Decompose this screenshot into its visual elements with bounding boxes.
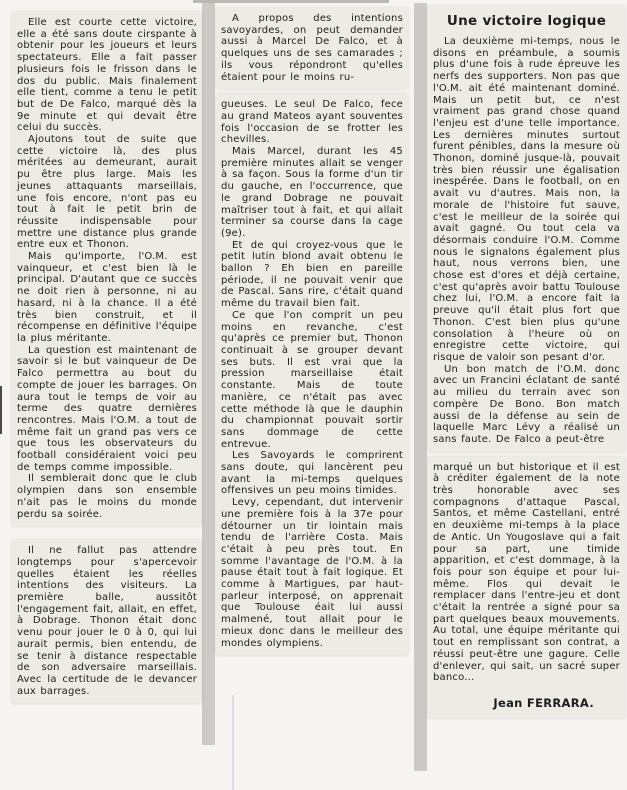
article-paragraph: Les Savoyards le comprirent sans doute, qui lancèrent peu avant la mi-temps quelques offensives un peu moins timides. bbox=[221, 450, 403, 497]
article-paragraph: Mais qu'importe, l'O.M. est vainqueur, et c'est bien là le principal. D'autant que ce succès ne doit rien à personne, ni au hasard, ni à la chance. Il a été très bien construit, et il récompense en définitive l'équipe la plus méritante. bbox=[17, 251, 197, 344]
article-paragraph: Et de qui croyez-vous que le petit lutin blond avait obtenu le ballon ? Eh bien en pareille période, il ne pouvait venir que de Pascal. Sans rire, c'était quand même du travail bien fait. bbox=[221, 239, 403, 310]
column-gutter-2 bbox=[414, 3, 427, 771]
article-text-block bbox=[12, 12, 202, 526]
article-headline: Une victoire logique bbox=[446, 13, 607, 29]
author-byline: Jean FERRARA. bbox=[493, 695, 594, 710]
article-text-block bbox=[216, 94, 408, 655]
article-text-block bbox=[12, 540, 202, 703]
article-text-block bbox=[216, 8, 408, 89]
article-paragraph: Mais Marcel, durant les 45 première minutes allait se venger à sa façon. Sous la forme d'un tir du gauche, en l'occurrence, que le grand Dobrage ne pouvait maîtriser tout à fait, et qui allait terminer sa course dans la cage (9e). bbox=[221, 146, 403, 239]
article-paragraph: marqué un but historique et il est à créditer également de la note très honorable avec ses compagnons d'attaque Pascal, Santos, et même Castellani, entré en deuxième mi-temps à la place de Antic. Un Yougoslave qui a fait pour sa part, une timide apparition, et c'est dommage, à la fois pour son équipe et pour lui-même. Flos qui devait le remplacer dans l'entre-jeu et dont c'était la rentrée a signé pour sa part quelques beaux mouvements. Au total, une équipe méritante qui tout en remplissant son contrat, a réussi peut-être une gagure. Celle d'enlever, qui sait, un sacré super banco... bbox=[433, 461, 620, 684]
article-paragraph: La question est maintenant de savoir si le but vainqueur de De Falco permettra au bout du compte de jouer les barrages. On aura tout le temps de voir au terme des quatre dernières rencontres. Mais l'O.M. a tout de même fait un grand pas vers ce que tous les observateurs du football considéraient voici peu de temps comme impossible. bbox=[17, 344, 197, 473]
scan-fold-line bbox=[232, 695, 234, 790]
column-2 bbox=[216, 8, 408, 655]
article-paragraph: La deuxième mi-temps, nous le disons en préambule, a soumis plus d'une fois à rude épreuve les nerfs des supporters. Non pas que l'O.M. ait été maintenant dominé. Mais un petit but, ce n'est vraiment pas grand chose quand l'enjeu est d'une telle importance. Les dernières minutes surtout furent pénibles, dans la mesure où Thonon, dominé jusque-là, pouvait très bien réussir une égalisation inespérée. Dans le football, on en avait vu d'autres. Mais non, la morale de l'histoire fut sauve, c'est le meilleur de la soirée qui avait gagné. Ou tout cela va désormais conduire l'O.M. Comme nous le signalons également plus haut, nous verrons bien, une chose est d'ores et déjà certaine, c'est qu'après avoir battu Toulouse chez lui, l'O.M. a encore fait la preuve qu'il était plus fort que Thonon. C'est bien plus qu'une consolation à l'heure où on enregistre cette victoire, qui risque de valoir son pesant d'or. bbox=[433, 36, 620, 363]
article-paragraph: Levy, cependant, dut intervenir une première fois à la 37e pour détourner un tir lointain mais tendu de l'arrière Costa. Mais c'était à peu près tout. En somme l'avantage de l'O.M. à la pause était tout à fait logique. Et comme à Martigues, par haut-parleur interposé, on apprenait que Toulouse éait lui aussi malmené, tout allait pour le mieux donc dans le meilleur des mondes olympiens. bbox=[221, 497, 403, 649]
article-paragraph: Il semblerait donc que le club olympien dans son ensemble n'ait pas le moins du monde perdu sa soirée. bbox=[17, 473, 197, 520]
article-paragraph: gueuses. Le seul De Falco, fece au grand Mateos ayant souventes fois l'occasion de se frotter les chevilles. bbox=[221, 99, 403, 146]
column-3 bbox=[428, 6, 625, 718]
article-paragraph: A propos des intentions savoyardes, on peut demander aussi à Marcel De Falco, et à quelques uns de ses camarades ; ils vous répondront qu'elles étaient pour le moins ru- bbox=[221, 13, 403, 83]
article-paragraph: Il ne fallut pas attendre longtemps pour s'apercevoir quelles étaient les réelles intentions des visiteurs. La première balle, aussitôt l'engagement fait, allait, en effet, à Dobrage. Thonon était donc venu pour jouer le 0 à 0, qui lui aurait permis, bien entendu, de se tenir à distance respectable de son adversaire marseillais. Avec la certitude de le devancer aux barrages. bbox=[17, 545, 197, 697]
article-text-block bbox=[428, 457, 625, 718]
article-paragraph: Un bon match de l'O.M. donc avec un Francini éclatant de santé au milieu du terrain avec son compère De Bono. Bon match aussi de la défense au sein de laquelle Marc Lévy a réalisé un sans faute. De Falco a peut-être bbox=[433, 363, 620, 445]
article-paragraph: Ajoutons tout de suite que cette victoire là, des plus méritées au demeurant, aurait pu être plus large. Mais les jeunes attaquants marseillais, une fois encore, n'ont pas eu tout à fait le petit brin de réussite indispensable pour mettre une distance plus grande entre eux et Thonon. bbox=[17, 134, 197, 251]
scan-edge-mark bbox=[0, 386, 2, 434]
column-gutter-1 bbox=[202, 3, 215, 745]
column-1 bbox=[12, 12, 202, 703]
article-paragraph: Ce que l'on comprit un peu moins en revanche, c'est qu'après ce premier but, Thonon continuait à se grouper devant ses buts. Il est vrai que la pression marseillaise était constante. Mais de toute manière, ce n'était pas avec cette méthode là que le dauphin du championnat pouvait sortir sans dommage de cette entrevue. bbox=[221, 309, 403, 450]
article-paragraph: Elle est courte cette victoire, elle a été sans doute cirspante à obtenir pour les joueurs et leurs spectateurs. Elle a fait passer plusieurs fois le frisson dans le dos du public. Mais finalement elle tient, comme a tenu le petit but de De Falco, marqué dès la 9e minute et qui devait être celui du succès. bbox=[17, 17, 197, 134]
scan-smudge bbox=[193, 0, 389, 3]
block-gap bbox=[12, 526, 202, 540]
article-text-block bbox=[428, 6, 625, 452]
